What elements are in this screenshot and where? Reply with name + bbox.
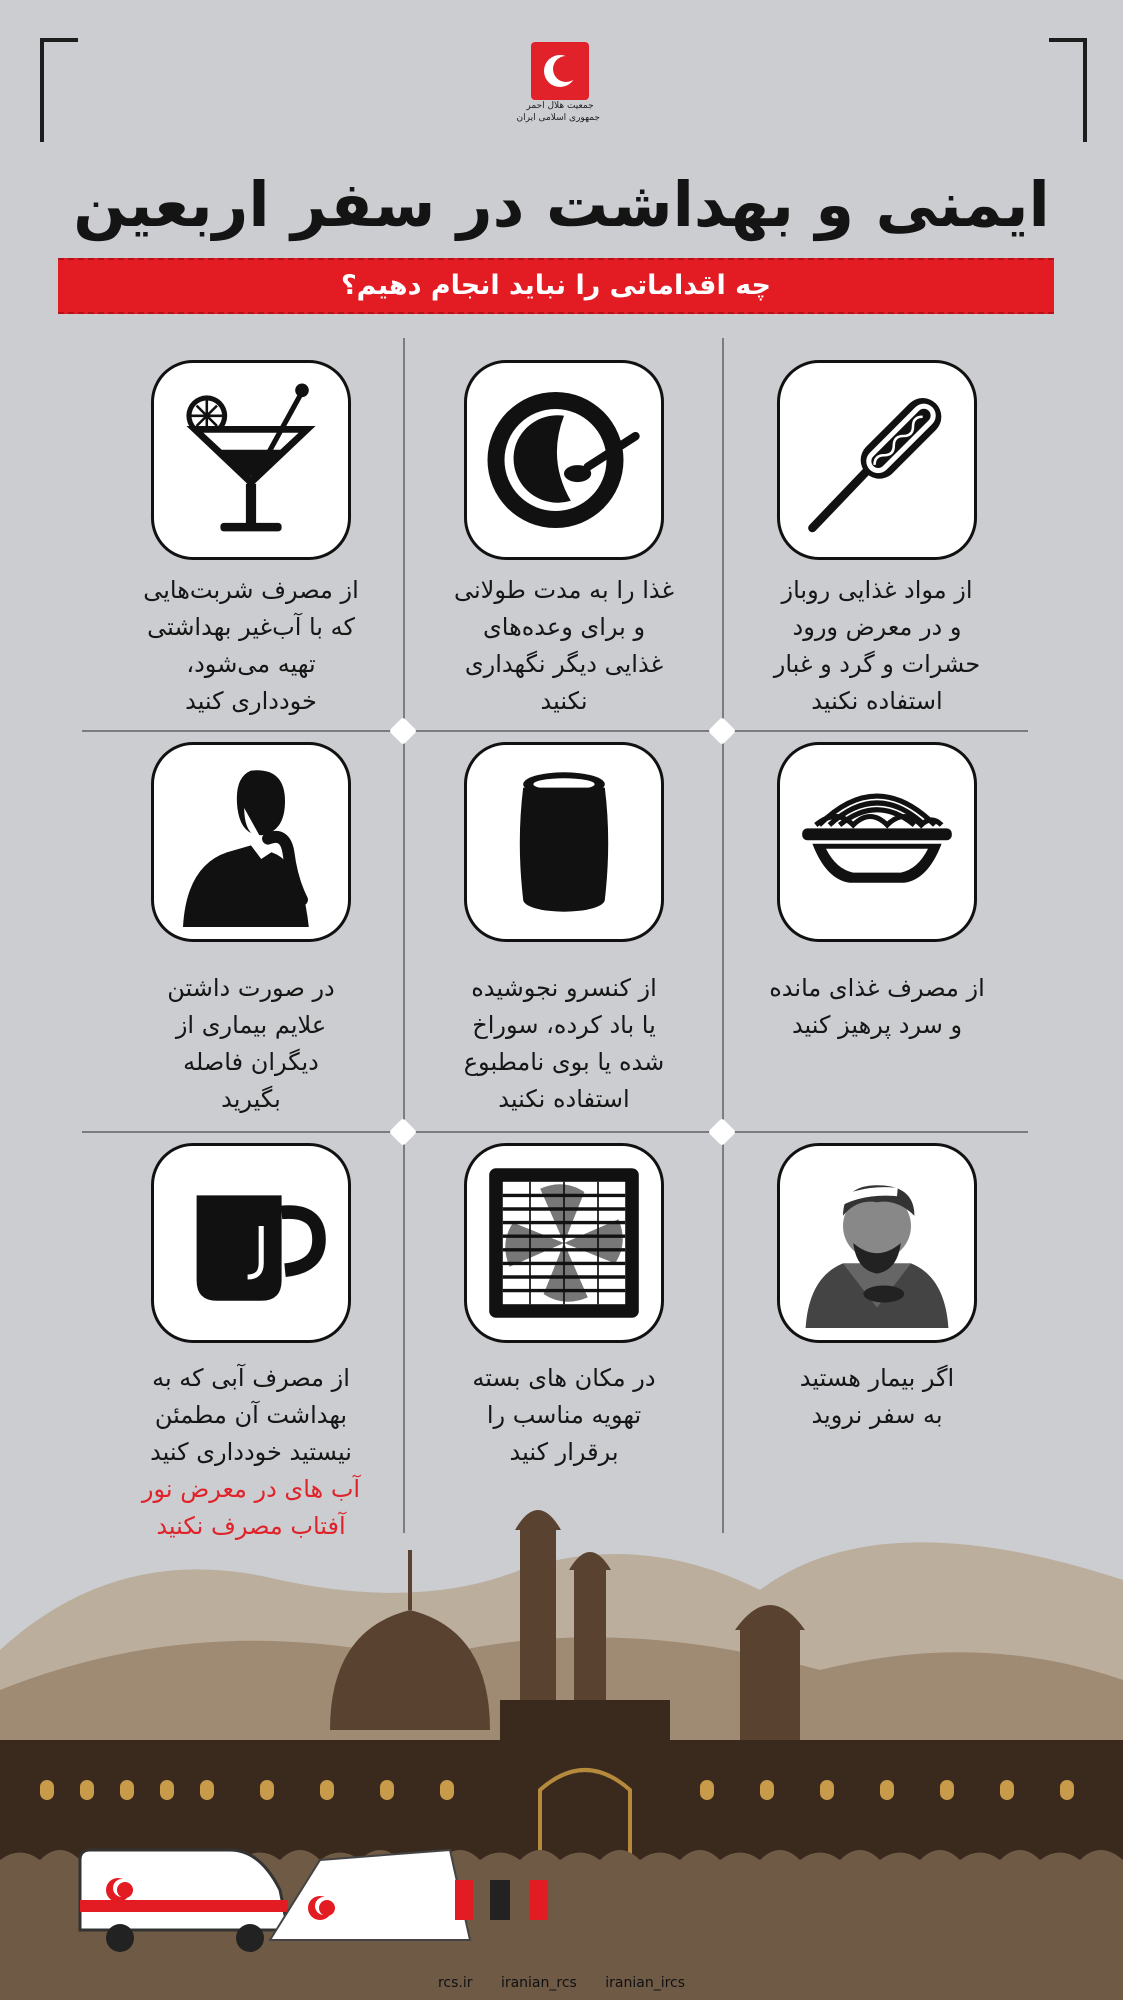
grid-divider (82, 1131, 1028, 1133)
corn-dog-icon (777, 360, 977, 560)
red-crescent-icon (531, 42, 589, 100)
caption-8 (414, 1360, 714, 1471)
mug-icon (151, 1143, 351, 1343)
page-title: ایمنی و بهداشت در سفر اربعین (73, 168, 1050, 241)
caption-line: از مصرف آبی که به (152, 1364, 350, 1392)
swollen-can-icon (464, 742, 664, 942)
caption-line: بگیرید (221, 1085, 281, 1113)
caption-line: و برای وعده‌های (482, 613, 646, 641)
vent-fan-icon (464, 1143, 664, 1343)
shrine-scene (0, 1460, 1123, 2000)
caption-2 (414, 572, 714, 720)
caption-line: از کنسرو نجوشیده (471, 974, 657, 1002)
red-crescent-logo (516, 42, 600, 124)
social-footer (0, 1975, 1123, 1991)
caption-7 (727, 1360, 1027, 1434)
caption-line: غذایی دیگر نگهداری (464, 650, 664, 678)
caption-line: تهیه می‌شود، (186, 650, 316, 678)
caption-line: که با آب‌غیر بهداشتی (147, 613, 355, 641)
caption-line: از مصرف غذای مانده (769, 974, 985, 1002)
caption-line: غذا را به مدت طولانی (453, 576, 675, 604)
caption-line: تهویه مناسب را (486, 1401, 642, 1429)
noodle-bowl-icon (777, 742, 977, 942)
caption-line: حشرات و گرد و غبار (773, 650, 981, 678)
caption-line: نکنید (540, 687, 588, 715)
caption-line: نیستید خودداری کنید (150, 1438, 352, 1466)
grid-divider (82, 730, 1028, 732)
grid-divider (722, 338, 724, 1533)
caption-line: در مکان های بسته (472, 1364, 656, 1392)
caption-line: از مواد غذایی روباز (781, 576, 973, 604)
logo-line-1: جمعیت هلال احمر (526, 101, 594, 111)
caption-line: از مصرف شربت‌هایی (143, 576, 359, 604)
caption-warning-line: آفتاب مصرف نکنید (156, 1512, 346, 1540)
website-link[interactable]: rcs.ir (437, 1975, 473, 1991)
grid-dot (389, 717, 417, 745)
caption-3 (101, 572, 401, 720)
caption-line: خودداری کنید (185, 687, 317, 715)
instagram-handle[interactable]: iranian_rcs (500, 1975, 577, 1991)
caption-warning-line: آب های در معرض نور (141, 1475, 361, 1503)
caption-line: بهداشت آن مطمئن (154, 1401, 348, 1429)
grid-dot (708, 1118, 736, 1146)
corner-frame-top-left (40, 38, 78, 142)
grid-dot (389, 1118, 417, 1146)
grid-dot (708, 717, 736, 745)
grid-divider (403, 338, 405, 1533)
caption-6 (101, 970, 401, 1118)
caption-line: برقرار کنید (509, 1438, 619, 1466)
caption-line: و در معرض ورود (792, 613, 962, 641)
corner-frame-top-right (1049, 38, 1087, 142)
caption-4 (727, 970, 1027, 1044)
caption-line: به سفر نروید (811, 1401, 943, 1429)
caption-line: یا باد کرده، سوراخ (472, 1011, 656, 1039)
logo-line-2: جمهوری اسلامی ایران (516, 113, 600, 123)
caption-line: استفاده نکنید (811, 687, 943, 715)
caption-line: اگر بیمار هستید (799, 1364, 955, 1392)
caption-1 (727, 572, 1027, 720)
caption-line: و سرد پرهیز کنید (791, 1011, 963, 1039)
subtitle-banner: چه اقداماتی را نباید انجام دهیم؟ (58, 258, 1054, 314)
sick-person-icon (151, 742, 351, 942)
telegram-handle[interactable]: iranian_ircs (605, 1975, 686, 1991)
caption-line: استفاده نکنید (498, 1085, 630, 1113)
caption-line: در صورت داشتن (167, 974, 335, 1002)
plate-spoon-icon (464, 360, 664, 560)
caption-line: شده یا بوی نامطبوع (463, 1048, 665, 1076)
caption-line: دیگران فاصله (183, 1048, 319, 1076)
caption-5 (414, 970, 714, 1118)
cocktail-icon (151, 360, 351, 560)
sick-man-icon (777, 1143, 977, 1343)
caption-line: علایم بیماری از (175, 1011, 327, 1039)
